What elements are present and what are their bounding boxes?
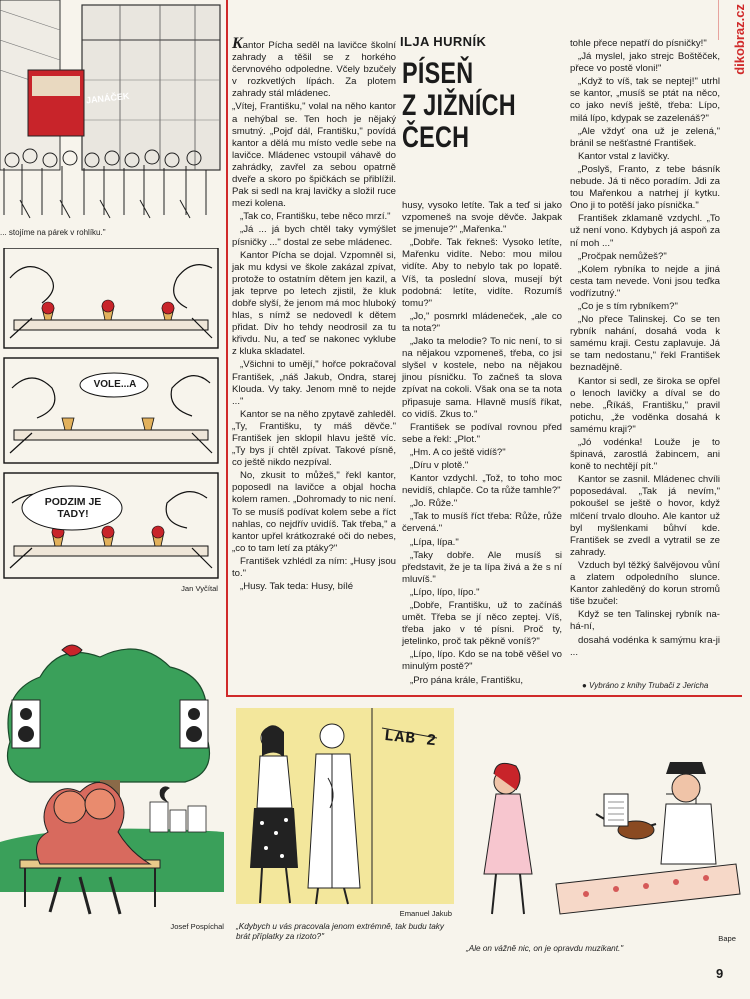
paragraph: František se podíval rovnou před sebe a řekl: „Plot." — [402, 421, 562, 445]
paragraph: „Všichni to umějí," hořce pokračoval František, „náš Jakub, Ondra, starej Klouda. Vy taky. Jenom mně to nejde ..." — [232, 359, 396, 407]
article-column-3 — [570, 38, 720, 660]
crowd-caption: ... stojíme na párek v rohlíku." — [0, 228, 106, 237]
title-line-3: ČECH — [402, 121, 470, 154]
paragraph: „Poslyš, Franto, z tebe básník nebude. Já ti něco poradím. Jdi za tou Mařenkou a natrhej jí kytku. Ono ji to potěší jako písnička." — [570, 163, 720, 212]
paragraph: Kantor se na něho zpytavě zahleděl. „Ty, Františku, ty máš děvče." František jen sklopil hlavu ještě víc. „Ty bys jí chtěl zpívat. Takové písně, co ještě nikdo nezpíval. — [232, 408, 396, 469]
musician-cartoon — [466, 754, 744, 954]
musician-artist: Bape — [718, 934, 736, 943]
paragraph: Kantor Pícha se dojal. Vzpomněl si, jak mu kdysi ve škole zakázal zpívat, protože to ostatním dětem jen kazil, a jak teprve po letech zjistil, že kluk dobře slyší, že jenom má moc hluboký hlas, s nímž se nedovedl k dětem přidat. Div ho tehdy neodrosil za tu křivdu. Nu, a teď se nakonec vyklube z kluka skladatel. — [232, 249, 396, 358]
paragraph: „Kolem rybníka to nejde a jiná cesta tam nevede. Voni jsou teďka vodřízutný." — [570, 263, 720, 299]
paragraph: „No přece Talinskej. Co se ten rybník nahání, dosahá voda k samému kraji. Cestu zaplavuje. Já se tam nedostanu," řekl František beznadějně. — [570, 314, 720, 374]
paragraph: Když se ten Talinskej rybník na-há-ní, — [570, 609, 720, 633]
paragraph: „Jo. Růže." — [410, 498, 458, 510]
paragraph: Vzduch byl těžký šalvějovou vůní a zlatem odpoledního slunce. Kantor zahleděný do korun stromů tiše bzučel: — [570, 559, 720, 608]
comic-artist: Jan Vyčítal — [181, 584, 218, 593]
paragraph: Kantor vstal z lavičky. — [578, 150, 670, 162]
paragraph: „Když to víš, tak se neptej!" utrhl se kantor, „musíš se ptát na něco, co jako nevíš ještě, třeba: Lípo, milá lípo, kdypak se zazelenáš?" — [570, 76, 720, 124]
paragraph: „Hm. A co ještě vidíš?" — [410, 446, 506, 458]
comic-strip — [2, 248, 220, 593]
paragraph: „Tak co, Františku, tebe něco mrzí." — [240, 211, 391, 223]
paragraph: „Pro pána krále, Františku, — [410, 674, 524, 686]
source-note: ● Vybráno z knihy Trubači z Jericha — [582, 681, 709, 690]
paragraph: „Taky dobře. Ale musíš si představit, že je ta lípa živá a že s ní mluvíš." — [402, 549, 562, 585]
title-line-1: PÍSEŇ — [402, 57, 474, 90]
lab-cartoon — [232, 708, 458, 958]
paragraph: „Vítej, Františku," volal na něho kantor a nehýbal se. Ten hoch je nějaký smutný. „Pojď dál, Františku," povídá kantor a dělá mu místo vedle sebe na lavičce. Mládenec vstoupil váhavě do zahrádky, zavřel za sebou opatrně dveře a skoro po špičkách se přiblížil. Pak si sedl na kraj lavičky a složil ruce mezi kolena. — [232, 101, 396, 210]
paragraph: „Jo," posmrkl mládeneček, „ale co ta nota?" — [402, 310, 562, 334]
paragraph: „Dobře, Františku, už to začínáš umět. Třeba se jí něco zeptej. Víš, třeba jako v té písni. Proč ty, jetelinko, proč tak pěkně voníš?" — [402, 600, 562, 648]
article-title — [402, 58, 572, 154]
watermark: dikobraz.cz — [732, 4, 747, 75]
paragraph: Kantor si sedl, ze široka se opřel o lenoch lavičky a díval se do nebe. „Říkáš, Františku," pravil potichu, „že voděnka dosahá k samému kraji?" — [570, 375, 720, 435]
article-column-1 — [232, 35, 396, 594]
title-line-2: Z JIŽNÍCH — [402, 89, 516, 122]
paragraph: „Ale vždyť ona už je zelená," bránil se nešťastné František. — [570, 125, 720, 149]
garden-artist: Josef Pospíchal — [170, 922, 224, 931]
article-column-2 — [402, 200, 562, 688]
poster-text: JANÁČEK — [85, 90, 130, 106]
article-author: ILJA HURNÍK — [400, 34, 487, 49]
page-number: 9 — [716, 966, 724, 981]
paragraph: Kantor se zasnil. Mládenec chvíli poposedával. „Tak já nevím," pokoušel se ještě o hovor, když mlčení trvalo dlouho. Ale kantor už byl myšlenkami bůhví kde. František se zvedl a vytratil se ze zahrady. — [570, 474, 720, 558]
paragraph: „Já myslel, jako strejc Boštěček, přece vo postě vloni!" — [570, 51, 720, 75]
horizontal-rule — [226, 695, 742, 697]
paragraph: „Co je s tím rybníkem?" — [578, 300, 678, 312]
musician-caption: „Ale on vážně nic, on je opravdu muzikant." — [466, 944, 624, 953]
paragraph: No, zkusit to můžeš," řekl kantor, poposedl na lavičce a objal hocha kolem ramen. „Dohromady to nic není. To se musíš podívat kolem sebe a říct nahlas, co nejdřív uvidíš. Tak třeba," a kantor upřel krátkozraké oči do nebes, „co to tam letí za ptáky?" — [232, 470, 396, 554]
paragraph: Kantor vzdychl. „Tož, to toho moc nevidíš, chlapče. Co ta růže tamhle?" — [402, 473, 562, 497]
column-rule-left — [226, 0, 228, 695]
paragraph: „Já ... já bych chtěl taky vymýšlet písničky ..." dostal ze sebe mládenec. — [232, 224, 396, 248]
crowd-cartoon — [0, 0, 224, 237]
paragraph: „Lípa, lípa." — [410, 536, 459, 548]
paragraph: „Tak to musíš říct třeba: Růže, růže červená." — [402, 511, 562, 535]
paragraph: František vzhlédl za ním: „Husy jsou to." — [232, 555, 396, 580]
paragraph: František zklamaně vzdychl. „To už není vono. Kdybych já aspoň za ní moh ..." — [570, 213, 720, 249]
paragraph: husy, vysoko letíte. Tak a teď si jako vzpomeneš na svoje děvče. Jakpak se jmenuje?" „Mařenka." — [402, 200, 562, 236]
paragraph: dosahá vodénka k samýmu kra-ji ... — [570, 634, 720, 658]
paragraph: „Dobře. Tak řekneš: Vysoko letíte, Mařenku vidíte. Nebo: mou milou vidíte. Aby to nebylo tak po lopatě. Víš, ta poslední slova, musejí být podobná: letíte, vidíte. Rozumíš tomu?" — [402, 237, 562, 309]
drop-cap: K — [232, 35, 243, 52]
lab-caption: „Kdybych u vás pracovala jenom extrémně, tak budu taky brát příplatky za rizoto?" — [236, 922, 444, 941]
lab-sign: LAB 2 — [383, 726, 438, 751]
lab-artist: Emanuel Jakub — [399, 909, 452, 918]
bubble-2: PODZIM JE TADY! — [44, 496, 102, 520]
article-opening: Kantor Pícha seděl na lavičce školní zahrady a těšil se z horkého červnového odpoledne. Včely bzučely v rozkvetlých lípách. Za plotem zahrady stál mládenec. — [232, 35, 396, 100]
garden-cartoon — [0, 632, 224, 932]
paragraph: „Jako ta melodie? To nic není, to si na nějakou vzpomeneš, třeba, co jsi slyšel v kostele, nebo na nějakou jinou písničku. To začneš ta slova zpívat na cokoli. Však ona se ta nota připasuje sama. Hlavně musíš říkat, co vidíš. Zkus to." — [402, 336, 562, 420]
paragraph: „Lípo, lípo. Kdo se na tobě věšel vo minulým postě?" — [402, 649, 562, 673]
paragraph: „Pročpak nemůžeš?" — [578, 250, 667, 262]
paragraph: „Husy. Tak teda: Husy, bílé — [240, 581, 354, 593]
paragraph: „Jó vodénka! Louže je to špinavá, zarostlá žabincem, ani koně to nechtějí pít." — [570, 437, 720, 473]
paragraph: tohle přece nepatří do písničky!" — [570, 38, 707, 49]
bubble-1: VOLE...A — [93, 379, 137, 390]
paragraph: „Lípo, lípo, lípo." — [410, 586, 480, 598]
paragraph: „Díru v plotě." — [410, 459, 469, 471]
edge-rule — [718, 0, 719, 40]
